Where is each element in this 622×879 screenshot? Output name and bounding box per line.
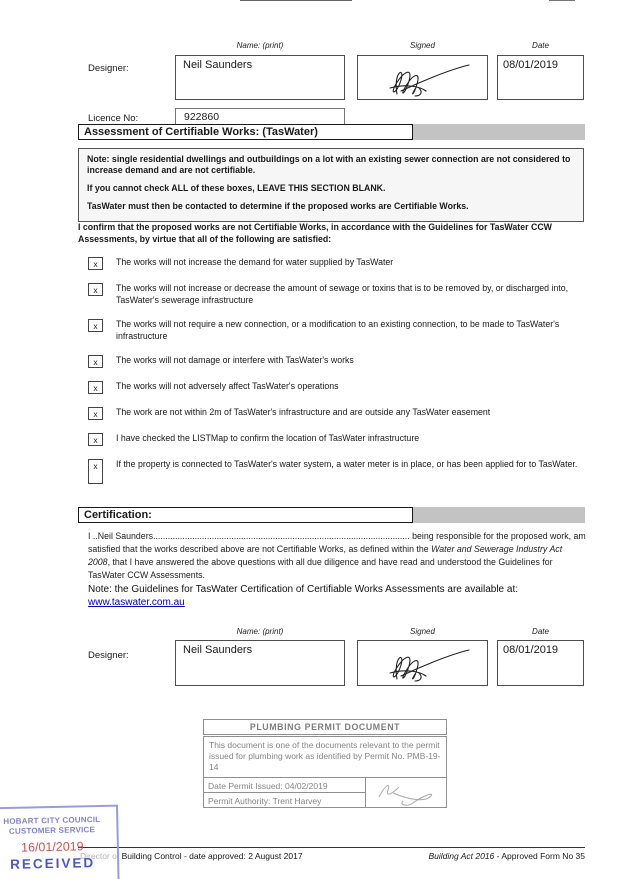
certification-body: [88, 530, 586, 582]
checklist-item: [88, 381, 586, 394]
footer-divider: [78, 847, 585, 848]
designer-name-field: [175, 640, 345, 686]
permit-date-issued: Date Permit Issued: 04/02/2019: [203, 777, 366, 793]
signed-label: Signed: [410, 627, 435, 636]
permit-detail-rows: [203, 777, 366, 808]
checklist-item: [88, 433, 586, 446]
checkbox[interactable]: x: [88, 283, 103, 296]
checklist-item-label: The works will not increase the demand for water supplied by TasWater: [116, 257, 394, 267]
confirmation-statement: I confirm that the proposed works are not Certifiable Works, in accordance with the Guidelines for TasWater CCW Assessments, by virtue that all of the following are satisfied:: [78, 222, 552, 244]
designer-name-value: Neil Saunders: [183, 59, 253, 71]
date-label: Date: [532, 41, 549, 50]
footer-act-italic: Building Act 2016: [428, 851, 495, 861]
footer-approval-text: Building Control - date approved: 2 August 2017: [121, 851, 303, 861]
checkbox[interactable]: x: [88, 459, 103, 484]
licence-no-value: 922860: [184, 111, 220, 123]
signed-label: Signed: [410, 41, 435, 50]
designer-row-label: Designer:: [88, 650, 129, 661]
checkbox[interactable]: x: [88, 257, 103, 270]
cutoff-box-edge-left: [240, 0, 352, 1]
checklist-item: [88, 257, 586, 270]
designer-signature-field: [357, 55, 488, 100]
designer-name-field: [175, 55, 345, 100]
checklist-item-label: The works will not damage or interfere with TasWater's works: [116, 355, 354, 365]
signature-scribble-icon: [369, 779, 443, 807]
assessment-section-title: Assessment of Certifiable Works: (TasWater): [78, 124, 413, 140]
name-print-label: Name: (print): [236, 41, 284, 50]
designer-row-label: Designer:: [88, 63, 129, 74]
note-line-3: TasWater must then be contacted to determine if the proposed works are Certifiable Works.: [87, 201, 469, 211]
certification-note: [88, 584, 586, 609]
certification-note-text: Note: the Guidelines for TasWater Certification of Certifiable Works Assessments are available at:: [88, 584, 519, 595]
checklist-item-label: If the property is connected to TasWater's water system, a water meter is in place, or has been applied for to TasWater.: [116, 459, 578, 469]
certification-lead: I ..Neil Saunders: [88, 531, 154, 541]
footer-right-text: [285, 851, 585, 861]
assessment-checklist: [88, 257, 586, 497]
name-print-label: Name: (print): [236, 627, 284, 636]
designer-date-field: [497, 640, 584, 686]
licence-no-label: Licence No:: [88, 113, 139, 124]
certification-dots: .........................................................................................................: [153, 531, 410, 541]
checklist-item: [88, 319, 586, 342]
checklist-item: [88, 459, 586, 484]
checklist-item-label: The work are not within 2m of TasWater's infrastructure and are outside any TasWater easement: [116, 407, 491, 417]
checklist-item-label: I have checked the LISTMap to confirm the location of TasWater infrastructure: [116, 433, 420, 443]
certification-paragraph: [88, 530, 586, 609]
cutoff-box-edge-right: [549, 0, 575, 1]
footer-director-of: Director of: [80, 851, 122, 861]
checklist-item-label: The works will not require a new connection, or a modification to an existing connection, to be made to TasWater's infrastructure: [116, 319, 560, 341]
permit-authority: Permit Authority: Trent Harvey: [203, 792, 366, 808]
note-line-1: Note: single residential dwellings and outbuildings on a lot with an existing sewer connection are not considered to increase demand and are not certifiable.: [87, 154, 571, 175]
signature-scribble-icon: [363, 643, 483, 683]
checkbox[interactable]: x: [88, 381, 103, 394]
note-line-2: If you cannot check ALL of these boxes, LEAVE THIS SECTION BLANK.: [87, 183, 386, 193]
checklist-item-label: The works will not increase or decrease the amount of sewage or toxins that is to be removed by, or discharged into, TasWater's sewerage infrastructure: [116, 283, 569, 305]
date-label: Date: [532, 627, 549, 636]
stamp-received-text: RECEIVED: [10, 855, 96, 872]
checkbox[interactable]: x: [88, 407, 103, 420]
designer-date-value: 08/01/2019: [503, 59, 559, 71]
checklist-item: [88, 407, 586, 420]
taswater-link[interactable]: www.taswater.com.au: [88, 596, 185, 608]
checkbox[interactable]: x: [88, 355, 103, 368]
designer-signature-field: [357, 640, 488, 686]
checklist-item-label: The works will not adversely affect TasWater's operations: [116, 381, 339, 391]
checkbox[interactable]: x: [88, 319, 103, 332]
certification-section-bar: [78, 507, 585, 523]
certification-seg-b: being responsible for the proposed work, am satisfied that the works described above are not Certifiable Works, as defined within the: [88, 531, 586, 554]
certification-section-title: Certification:: [78, 507, 413, 523]
designer-name-value: Neil Saunders: [183, 644, 253, 656]
checkbox[interactable]: x: [88, 433, 103, 446]
permit-box-detail-grid: [203, 777, 447, 808]
stamp-council-line2: CUSTOMER SERVICE: [8, 824, 96, 836]
stamp-council-line1: HOBART CITY COUNCIL: [3, 814, 101, 827]
permit-authority-signature-field: [365, 777, 447, 808]
checklist-item: [88, 355, 586, 368]
checklist-item: [88, 283, 586, 306]
received-stamp: [0, 805, 120, 879]
act-name-italic: Water and Sewerage Industry Act 2008: [88, 544, 563, 567]
designer-date-field: [497, 55, 584, 100]
designer-date-value: 08/01/2019: [503, 644, 559, 656]
permit-box-title: PLUMBING PERMIT DOCUMENT: [203, 719, 447, 735]
footer-form-no: - Approved Form No 35: [494, 851, 585, 861]
certification-seg-c: , that I have answered the above questions with all due diligence and have read and understood the Guidelines for TasWater CCW Assessments.: [88, 557, 553, 580]
stamp-date: 16/01/2019: [20, 839, 84, 855]
note-box: [78, 148, 584, 222]
assessment-section-bar: [78, 124, 585, 140]
signature-scribble-icon: [363, 58, 483, 98]
permit-box-body: This document is one of the documents relevant to the permit issued for plumbing work as identified by Permit No. PMB-19-14: [203, 736, 447, 778]
plumbing-permit-box: [203, 719, 447, 808]
